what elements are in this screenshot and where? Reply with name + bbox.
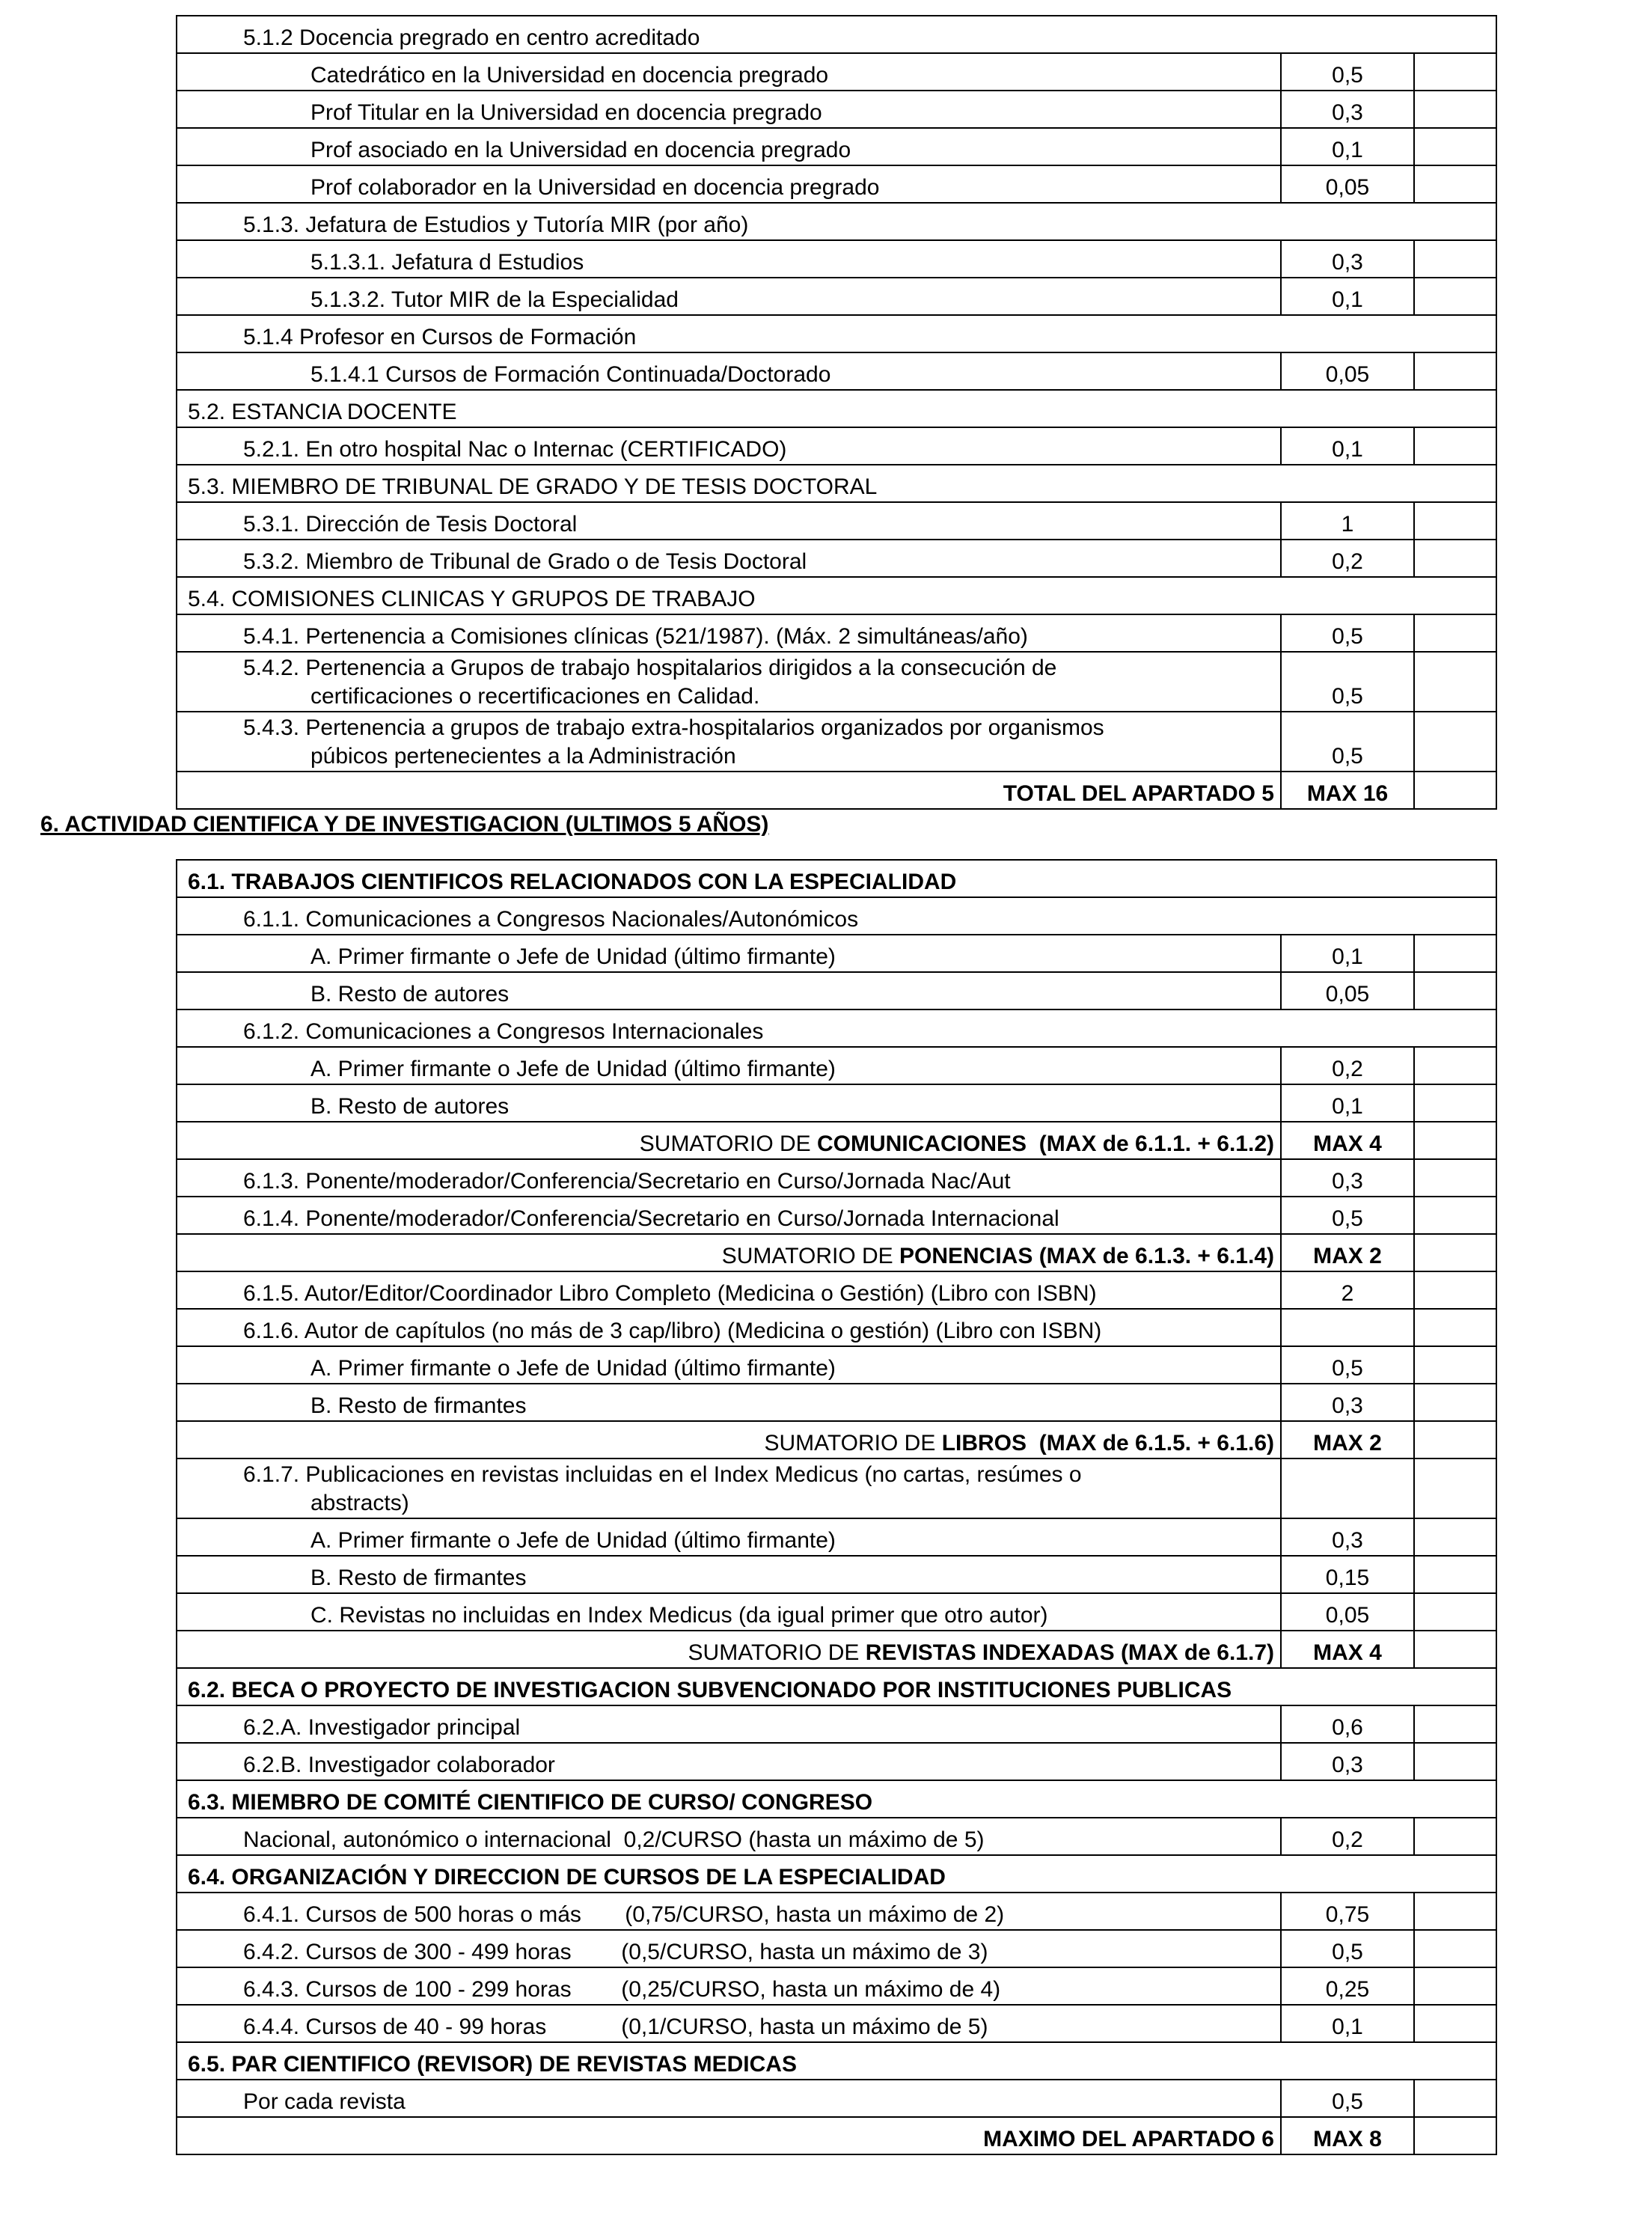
score-input-cell[interactable] xyxy=(1414,935,1496,972)
table-row xyxy=(177,465,1496,502)
item-score: 0,2 xyxy=(1281,1047,1414,1084)
item-label: 5.3.2. Miembro de Tribunal de Grado o de Tesis Doctoral xyxy=(177,540,1281,577)
subtotal-category: REVISTAS INDEXADAS xyxy=(865,1640,1115,1665)
section5-table xyxy=(176,15,1497,810)
item-label-line1: 5.4.3. Pertenencia a grupos de trabajo extra-hospitalarios organizados por organismos xyxy=(243,715,1104,740)
score-input-cell[interactable] xyxy=(1414,502,1496,540)
total-label: MAXIMO DEL APARTADO 6 xyxy=(177,2117,1281,2154)
table-row xyxy=(177,1631,1496,1668)
table-row xyxy=(177,2042,1496,2080)
table-row xyxy=(177,1518,1496,1556)
table-row xyxy=(177,1818,1496,1855)
item-score: 0,5 xyxy=(1281,2080,1414,2117)
subtotal-max: MAX 2 xyxy=(1281,1234,1414,1271)
score-input-cell[interactable] xyxy=(1414,1631,1496,1668)
score-input-cell[interactable] xyxy=(1414,2005,1496,2042)
table-row xyxy=(177,897,1496,935)
table-row xyxy=(177,1159,1496,1197)
score-input-cell[interactable] xyxy=(1414,540,1496,577)
item-score: 0,3 xyxy=(1281,1159,1414,1197)
table-row xyxy=(177,577,1496,614)
score-input-cell[interactable] xyxy=(1414,1197,1496,1234)
section-heading: 6.1. TRABAJOS CIENTIFICOS RELACIONADOS CON LA ESPECIALIDAD xyxy=(177,860,1496,897)
total-max: MAX 16 xyxy=(1281,772,1414,809)
score-input-cell[interactable] xyxy=(1414,165,1496,203)
item-label: 5.2.1. En otro hospital Nac o Internac (CERTIFICADO) xyxy=(177,427,1281,465)
table-row xyxy=(177,1047,1496,1084)
item-label: Prof colaborador en la Universidad en docencia pregrado xyxy=(177,165,1281,203)
table-row xyxy=(177,1593,1496,1631)
item-label: Por cada revista xyxy=(177,2080,1281,2117)
subtotal-prefix: SUMATORIO DE xyxy=(721,1244,899,1268)
table-row xyxy=(177,1271,1496,1309)
subsection-label: 6.1.2. Comunicaciones a Congresos Internacionales xyxy=(177,1009,1496,1047)
table-row xyxy=(177,540,1496,577)
table-row xyxy=(177,128,1496,165)
score-input-cell[interactable] xyxy=(1414,1893,1496,1930)
subtotal-category: COMUNICACIONES xyxy=(817,1131,1027,1156)
item-score: 0,5 xyxy=(1281,53,1414,91)
table-row xyxy=(177,1197,1496,1234)
item-label: A. Primer firmante o Jefe de Unidad (último firmante) xyxy=(177,935,1281,972)
item-score: 0,1 xyxy=(1281,278,1414,315)
table-row xyxy=(177,1855,1496,1893)
score-input-cell[interactable] xyxy=(1414,1309,1496,1346)
item-score: 0,3 xyxy=(1281,240,1414,278)
item-label: 5.1.3.1. Jefatura d Estudios xyxy=(177,240,1281,278)
subtotal-prefix: SUMATORIO DE xyxy=(688,1640,866,1665)
table-row xyxy=(177,1458,1496,1518)
score-input-cell[interactable] xyxy=(1414,1084,1496,1122)
subtotal-range: (MAX de 6.1.7) xyxy=(1114,1640,1274,1665)
table-row xyxy=(177,972,1496,1009)
table-row xyxy=(177,614,1496,652)
score-input-cell[interactable] xyxy=(1414,772,1496,809)
score-input-cell[interactable] xyxy=(1414,1818,1496,1855)
score-input-cell[interactable] xyxy=(1414,1047,1496,1084)
score-input-cell[interactable] xyxy=(1414,1234,1496,1271)
score-input-cell[interactable] xyxy=(1414,128,1496,165)
item-score: 0,5 xyxy=(1281,1930,1414,1967)
item-label-line1: 6.1.7. Publicaciones en revistas incluidas en el Index Medicus (no cartas, resúmes o xyxy=(243,1462,1082,1487)
score-input-cell[interactable] xyxy=(1414,1346,1496,1384)
table-row xyxy=(177,935,1496,972)
subtotal-range: (MAX de 6.1.1. + 6.1.2) xyxy=(1027,1131,1274,1156)
table-row xyxy=(177,427,1496,465)
item-label: Prof asociado en la Universidad en docencia pregrado xyxy=(177,128,1281,165)
subtotal-label xyxy=(177,1421,1281,1458)
item-score: 0,15 xyxy=(1281,1556,1414,1593)
subsection-label: 5.1.2 Docencia pregrado en centro acreditado xyxy=(177,16,1496,53)
table-row xyxy=(177,315,1496,352)
section-heading: 6.2. BECA O PROYECTO DE INVESTIGACION SUBVENCIONADO POR INSTITUCIONES PUBLICAS xyxy=(177,1668,1496,1705)
item-score: 0,05 xyxy=(1281,352,1414,390)
subtotal-range: (MAX de 6.1.3. + 6.1.4) xyxy=(1032,1244,1274,1268)
table-row xyxy=(177,165,1496,203)
item-label-line2: certificaciones o recertificaciones en Calidad. xyxy=(310,684,760,709)
item-score: 0,2 xyxy=(1281,1818,1414,1855)
section-heading: 6.5. PAR CIENTIFICO (REVISOR) DE REVISTAS MEDICAS xyxy=(177,2042,1496,2080)
item-label-line2: púbicos pertenecientes a la Administración xyxy=(310,744,736,769)
item-label: A. Primer firmante o Jefe de Unidad (último firmante) xyxy=(177,1518,1281,1556)
item-label: 6.2.B. Investigador colaborador xyxy=(177,1743,1281,1780)
subtotal-max: MAX 4 xyxy=(1281,1631,1414,1668)
score-input-cell[interactable] xyxy=(1414,278,1496,315)
item-score: 0,5 xyxy=(1281,652,1414,712)
item-score: 2 xyxy=(1281,1271,1414,1309)
table-row xyxy=(177,16,1496,53)
table-row xyxy=(177,502,1496,540)
score-input-cell[interactable] xyxy=(1414,1930,1496,1967)
item-score: 0,25 xyxy=(1281,1967,1414,2005)
item-score: 0,3 xyxy=(1281,91,1414,128)
table-row xyxy=(177,1346,1496,1384)
subsection-label: 5.1.3. Jefatura de Estudios y Tutoría MIR (por año) xyxy=(177,203,1496,240)
score-input-cell[interactable] xyxy=(1414,1122,1496,1159)
table-row xyxy=(177,91,1496,128)
score-input-cell[interactable] xyxy=(1414,1967,1496,2005)
subtotal-label xyxy=(177,1631,1281,1668)
section-heading: 6.4. ORGANIZACIÓN Y DIRECCION DE CURSOS DE LA ESPECIALIDAD xyxy=(177,1855,1496,1893)
section6-title: 6. ACTIVIDAD CIENTIFICA Y DE INVESTIGACION (ULTIMOS 5 AÑOS) xyxy=(40,812,769,837)
item-label xyxy=(177,1458,1281,1518)
item-label: Prof Titular en la Universidad en docencia pregrado xyxy=(177,91,1281,128)
item-label: 6.1.3. Ponente/moderador/Conferencia/Secretario en Curso/Jornada Nac/Aut xyxy=(177,1159,1281,1197)
item-score: 0,05 xyxy=(1281,972,1414,1009)
subsection-label: 5.2. ESTANCIA DOCENTE xyxy=(177,390,1496,427)
total-label: TOTAL DEL APARTADO 5 xyxy=(177,772,1281,809)
table-row xyxy=(177,860,1496,897)
table-row xyxy=(177,1743,1496,1780)
score-input-cell[interactable] xyxy=(1414,352,1496,390)
score-input-cell[interactable] xyxy=(1414,1159,1496,1197)
table-row xyxy=(177,1668,1496,1705)
subtotal-prefix: SUMATORIO DE xyxy=(639,1131,818,1156)
table-row xyxy=(177,652,1496,712)
table-row xyxy=(177,203,1496,240)
item-score: 0,1 xyxy=(1281,128,1414,165)
table-row xyxy=(177,2005,1496,2042)
subsection-label: 6.1.1. Comunicaciones a Congresos Nacionales/Autonómicos xyxy=(177,897,1496,935)
subtotal-prefix: SUMATORIO DE xyxy=(764,1431,942,1455)
item-label: A. Primer firmante o Jefe de Unidad (último firmante) xyxy=(177,1346,1281,1384)
table-row xyxy=(177,53,1496,91)
score-input-cell[interactable] xyxy=(1414,2080,1496,2117)
table-row xyxy=(177,1009,1496,1047)
score-input-cell[interactable] xyxy=(1414,53,1496,91)
item-score: 0,1 xyxy=(1281,2005,1414,2042)
table-row xyxy=(177,1084,1496,1122)
subtotal-label xyxy=(177,1122,1281,1159)
score-input-cell[interactable] xyxy=(1414,652,1496,712)
table-row xyxy=(177,2080,1496,2117)
item-score: 1 xyxy=(1281,502,1414,540)
item-score xyxy=(1281,1309,1414,1346)
score-input-cell[interactable] xyxy=(1414,91,1496,128)
item-label: 6.4.2. Cursos de 300 - 499 horas (0,5/CURSO, hasta un máximo de 3) xyxy=(177,1930,1281,1967)
score-input-cell[interactable] xyxy=(1414,427,1496,465)
item-label-line1: 5.4.2. Pertenencia a Grupos de trabajo hospitalarios dirigidos a la consecución de xyxy=(243,656,1057,680)
subtotal-category: PONENCIAS xyxy=(899,1244,1033,1268)
score-input-cell[interactable] xyxy=(1414,1556,1496,1593)
subsection-label: 5.3. MIEMBRO DE TRIBUNAL DE GRADO Y DE TESIS DOCTORAL xyxy=(177,465,1496,502)
table-row xyxy=(177,1556,1496,1593)
item-label: Catedrático en la Universidad en docencia pregrado xyxy=(177,53,1281,91)
table-row xyxy=(177,1705,1496,1743)
table-row xyxy=(177,390,1496,427)
item-label: B. Resto de autores xyxy=(177,1084,1281,1122)
item-score: 0,1 xyxy=(1281,427,1414,465)
subsection-label: 5.1.4 Profesor en Cursos de Formación xyxy=(177,315,1496,352)
item-label: 5.3.1. Dirección de Tesis Doctoral xyxy=(177,502,1281,540)
item-score: 0,05 xyxy=(1281,165,1414,203)
item-label: 6.1.4. Ponente/moderador/Conferencia/Secretario en Curso/Jornada Internacional xyxy=(177,1197,1281,1234)
item-label: 6.4.4. Cursos de 40 - 99 horas (0,1/CURSO, hasta un máximo de 5) xyxy=(177,2005,1281,2042)
score-input-cell[interactable] xyxy=(1414,1384,1496,1421)
subtotal-range: (MAX de 6.1.5. + 6.1.6) xyxy=(1027,1431,1274,1455)
item-label xyxy=(177,652,1281,712)
item-score: 0,3 xyxy=(1281,1384,1414,1421)
item-score: 0,75 xyxy=(1281,1893,1414,1930)
score-input-cell[interactable] xyxy=(1414,1705,1496,1743)
item-score: 0,1 xyxy=(1281,935,1414,972)
item-score: 0,1 xyxy=(1281,1084,1414,1122)
item-score: 0,5 xyxy=(1281,1346,1414,1384)
item-label: 6.2.A. Investigador principal xyxy=(177,1705,1281,1743)
table-row xyxy=(177,1967,1496,2005)
score-input-cell[interactable] xyxy=(1414,1518,1496,1556)
subtotal-max: MAX 4 xyxy=(1281,1122,1414,1159)
item-score: 0,3 xyxy=(1281,1743,1414,1780)
subsection-label: 5.4. COMISIONES CLINICAS Y GRUPOS DE TRABAJO xyxy=(177,577,1496,614)
table-row xyxy=(177,1234,1496,1271)
score-input-cell[interactable] xyxy=(1414,1458,1496,1518)
section6-table xyxy=(176,859,1497,2155)
table-row xyxy=(177,240,1496,278)
table-row xyxy=(177,1122,1496,1159)
score-input-cell[interactable] xyxy=(1414,614,1496,652)
subtotal-label xyxy=(177,1234,1281,1271)
score-input-cell[interactable] xyxy=(1414,1743,1496,1780)
item-score: 0,6 xyxy=(1281,1705,1414,1743)
item-label xyxy=(177,712,1281,772)
score-input-cell[interactable] xyxy=(1414,1593,1496,1631)
item-score: 0,5 xyxy=(1281,614,1414,652)
item-label: Nacional, autonómico o internacional 0,2/CURSO (hasta un máximo de 5) xyxy=(177,1818,1281,1855)
table-row xyxy=(177,1930,1496,1967)
item-label: A. Primer firmante o Jefe de Unidad (último firmante) xyxy=(177,1047,1281,1084)
item-label: 6.4.1. Cursos de 500 horas o más (0,75/CURSO, hasta un máximo de 2) xyxy=(177,1893,1281,1930)
score-input-cell[interactable] xyxy=(1414,972,1496,1009)
section-heading: 6.3. MIEMBRO DE COMITÉ CIENTIFICO DE CURSO/ CONGRESO xyxy=(177,1780,1496,1818)
subtotal-category: LIBROS xyxy=(941,1431,1027,1455)
item-label: 6.1.5. Autor/Editor/Coordinador Libro Completo (Medicina o Gestión) (Libro con ISBN) xyxy=(177,1271,1281,1309)
table-row xyxy=(177,1421,1496,1458)
item-score: 0,2 xyxy=(1281,540,1414,577)
item-label: 5.4.1. Pertenencia a Comisiones clínicas (521/1987). (Máx. 2 simultáneas/año) xyxy=(177,614,1281,652)
table-row xyxy=(177,1780,1496,1818)
score-input-cell[interactable] xyxy=(1414,240,1496,278)
score-input-cell[interactable] xyxy=(1414,712,1496,772)
total-max: MAX 8 xyxy=(1281,2117,1414,2154)
table-row xyxy=(177,2117,1496,2154)
item-label: 5.1.4.1 Cursos de Formación Continuada/Doctorado xyxy=(177,352,1281,390)
score-input-cell[interactable] xyxy=(1414,1421,1496,1458)
item-label: 6.4.3. Cursos de 100 - 299 horas (0,25/CURSO, hasta un máximo de 4) xyxy=(177,1967,1281,2005)
table-row xyxy=(177,278,1496,315)
table-row xyxy=(177,772,1496,809)
item-score: 0,5 xyxy=(1281,1197,1414,1234)
table-row xyxy=(177,712,1496,772)
item-score: 0,3 xyxy=(1281,1518,1414,1556)
item-label: 6.1.6. Autor de capítulos (no más de 3 cap/libro) (Medicina o gestión) (Libro con ISBN) xyxy=(177,1309,1281,1346)
score-input-cell[interactable] xyxy=(1414,2117,1496,2154)
item-label: C. Revistas no incluidas en Index Medicus (da igual primer que otro autor) xyxy=(177,1593,1281,1631)
score-input-cell[interactable] xyxy=(1414,1271,1496,1309)
table-row xyxy=(177,1309,1496,1346)
subtotal-max: MAX 2 xyxy=(1281,1421,1414,1458)
item-label: B. Resto de autores xyxy=(177,972,1281,1009)
table-row xyxy=(177,1893,1496,1930)
item-score: 0,5 xyxy=(1281,712,1414,772)
table-row xyxy=(177,352,1496,390)
item-label-line2: abstracts) xyxy=(310,1491,409,1515)
item-label: B. Resto de firmantes xyxy=(177,1556,1281,1593)
item-label: 5.1.3.2. Tutor MIR de la Especialidad xyxy=(177,278,1281,315)
item-score xyxy=(1281,1458,1414,1518)
item-score: 0,05 xyxy=(1281,1593,1414,1631)
item-label: B. Resto de firmantes xyxy=(177,1384,1281,1421)
table-row xyxy=(177,1384,1496,1421)
